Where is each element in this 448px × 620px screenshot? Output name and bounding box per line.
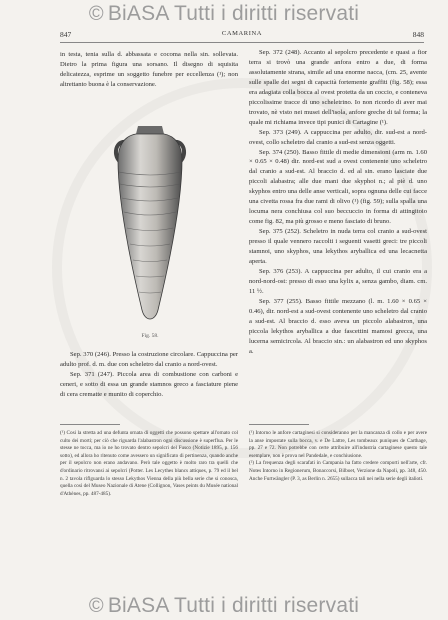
page-header	[60, 30, 424, 42]
page-number-left: 847	[60, 30, 72, 39]
paragraph: Sep. 377 (255). Basso fittile mezzano (l. m. 1.60 × 0.65 × 0.46), dir. nord-est a sud-ovest contenente uno scheletro dal cranio a sud-est. Al braccio d. esso aveva un piccolo alabastron, una piccola lekythos aryballica a due fascettini mamosi grecca, una lucerna semicircola. Al braccio sin.: un alabastron ed uno skyphos a.	[249, 297, 427, 355]
page-number-right: 848	[412, 30, 424, 39]
left-column-bottom-text	[60, 350, 238, 400]
header-rule	[60, 42, 424, 43]
right-column-text	[249, 48, 427, 357]
watermark-text-bottom: BiASA Tutti i diritti riservati	[107, 594, 360, 617]
footnote: (²) La frequenza degli scarafati in Campania ha fatto credere comporti nell'arte, cfr. Notes Intorno in Regionerum, Bonaccorsi, Bilboet, Verzione da Napoli, pp. 348, 450. Anche Furtwängler (P. 3, as Berlin n. 2655) sullacca tali nei nella serie degli italioti.	[249, 460, 427, 482]
watermark-bottom	[0, 594, 448, 618]
paragraph: Sep. 371 (247). Piccola area di combustione con carboni e ceneri, e sotto di essa un grande stamnos greco a fasciature piene di cera crematte e munito di coperchio.	[60, 370, 238, 398]
left-column-top-text	[60, 50, 238, 90]
copyright-icon: ©	[88, 595, 104, 617]
paragraph: in testa, tenia sulla d. abbassata e cocoma nella sin. sollevata. Dietro la prima figura una sorsano. Il disegno di squisita delicatezza, esprime un soggetto funebre per eccellenza (¹); non altrettanto buona è la conservazione.	[60, 51, 238, 88]
watermark-top	[0, 2, 448, 26]
footnote-rule-left	[60, 424, 120, 425]
paragraph: Sep. 374 (250). Basso fittile di medie dimensioni (arm m. 1.60 × 0.65 × 0.48) dir. nord-est sud a ovest contenente uno scheletro dal cranio a sud-est. Al braccio d. ed al sin. erano lasciate due piccoli alabastra; alle due mani due skyphoi n.; al piè d. uno skyphos entro una delle anse verticali, sopra ognuna delle cui facce una civetta rossa fra due rami di olivo (¹) (fig. 59); sulla spalla una locuma nera conchiusa col suo beccuccio in forma di attingitoio come fig. 82, ma più grosso e meno fasciato di bruno.	[249, 148, 427, 226]
footnote: (¹) Cosi la stretta ad una defunta ornata di oggetti che possono spettare all'ornato col culto dei morti; per ciò che riguarda l'alabastron ogni discussione è superflua. Per le stesse ne tocca, ma io ne ho trovato dentro sepolcri del Fusco (Notizie 1895, p. 156 sotto), ed allora ho ritenuto come avessero un significato di pertinenza, quando anche per il sepolcro non erano andavano. Però tale oggetto è molto raro tra quelli che d'ordinario ritrovansi ai sepolcri (Potter. Les Lecythes blancs attiques, p. 79 ed il bel n. 2 tavola riflguarda lo stesso Lekythos Vienna della più bella serie che si conosca, quella così del Museo Nazionale di Atene (Collignon, Vases peints du Musée national d'Athènes, pp. 487-485).	[60, 430, 238, 497]
running-title: CAMARINA	[221, 30, 263, 37]
figure-caption: Fig. 58.	[141, 333, 159, 339]
paragraph: Sep. 375 (252). Scheletro in nuda terra col cranio a sud-ovest presso il quale vennero raccolti i seguenti vasetti greci: tre piccoli stamnoi, uno skyphos, una lekythos aryballica ed una lecacnetta aperta.	[249, 228, 427, 266]
paragraph: Sep. 372 (248). Accanto al sepolcro precedente e quasi a fior terra si trovò una grande anfora entro a due, di forma assolutamente strana, simile ad una enorme nacca, (cm. 25, avente sulle spalle dei segni di capacità fortemente graffiti (fig. 58); essa era adagiata colla bocca al ovest protetta da un coccio, e conteneva piccolissime tracce di uno scheletrino. Io non ricordo di aver mai trovato, nè visto nei musei dell'isola, anfore greche di tal forma; la quale mi richiama invece tipi punici di Cartagine (¹).	[249, 49, 427, 126]
paragraph: Sep. 373 (249). A cappuccina per adulto, dir. sud-est a nord-ovest, collo scheletro dal cranio a sud-est senza oggetti.	[249, 128, 427, 146]
paragraph: Sep. 376 (253). A cappuccina per adulto, il cui cranio era a nord-nord-ost: presso di esso una kylix a, senza gambo, diam. cm. 11 ½.	[249, 267, 427, 295]
figure-58	[100, 120, 200, 342]
footnotes-right	[249, 430, 427, 483]
copyright-icon: ©	[88, 3, 104, 25]
footnotes-left	[60, 430, 238, 498]
footnote-rule-right	[249, 424, 309, 425]
paragraph: Sep. 370 (246). Presso la costruzione circolare. Cappuccina per adulto prof. d. m. due con scheletro dal cranio a nord-ovest.	[60, 351, 238, 368]
watermark-text-top: BiASA Tutti i diritti riservati	[107, 2, 360, 25]
footnote: (¹) Intorno le anfore cartaginesi si consideranno per la mancanza di collo e per avere la anse impostate sulla bocca, v. e De Lattre, Les tombeaux puniques de Carthage, pp. 27 e 72. Non potrebbe con certe attribuire all'industria cartaginese questo tale esemplare, non è prova nel Pandedale, e conchiusione.	[249, 430, 427, 459]
amphora-illustration	[100, 120, 200, 330]
